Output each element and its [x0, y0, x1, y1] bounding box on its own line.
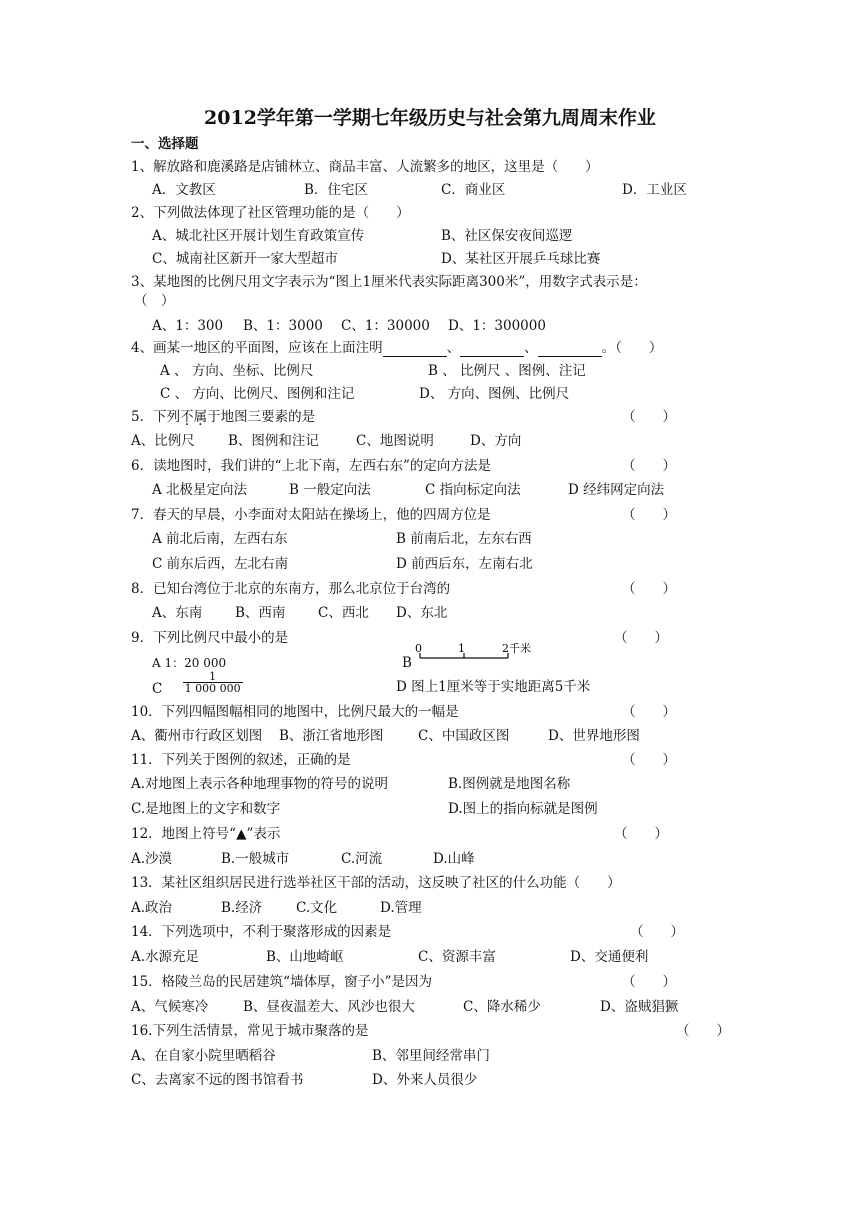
q4-sep-1: 、 — [446, 340, 461, 356]
q16-option-b: B、邻里间经常串门 — [372, 1048, 490, 1064]
q15-option-d: D、盗贼猖獗 — [600, 999, 679, 1015]
q9-fraction-denominator: 1 000 000 — [184, 682, 241, 695]
q6-option-c: C 指向标定向法 — [425, 482, 521, 498]
q2-stem: 2、下列做法体现了社区管理功能的是（ ） — [131, 205, 410, 221]
q1-stem: 1、解放路和鹿溪路是店铺林立、商品丰富、人流繁多的地区，这里是（ ） — [131, 159, 599, 175]
q5-option-b: B、图例和注记 — [228, 433, 319, 449]
q3-option-a: A、1：300 — [152, 318, 224, 334]
q3-option-d: D、1：300000 — [448, 318, 546, 334]
q2-option-a: A、城北社区开展计划生育政策宣传 — [152, 228, 365, 244]
q16-option-d: D、外来人员很少 — [372, 1072, 478, 1088]
q4-end: 。（ ） — [601, 340, 663, 356]
q12-option-d: D.山峰 — [433, 851, 475, 867]
q14-paren: （ ） — [630, 924, 684, 940]
q4-blank-3 — [538, 342, 602, 357]
q13-stem: 13．某社区组织居民进行选举社区干部的活动，这反映了社区的什么功能（ ） — [131, 875, 621, 891]
q6-paren: （ ） — [622, 458, 676, 474]
q8-option-a: A、东南 — [152, 605, 203, 621]
q12-option-c: C.河流 — [341, 851, 383, 867]
q9-fraction-numerator: 1 — [183, 671, 243, 683]
q5-option-d: D、方向 — [470, 433, 522, 449]
q4-stem — [131, 339, 662, 357]
q12-paren: （ ） — [614, 826, 668, 842]
q14-stem: 14．下列选项中，不利于聚落形成的因素是 — [131, 924, 392, 940]
q14-option-b: B、山地崎岖 — [266, 949, 344, 965]
q11-option-d: D.图上的指向标就是图例 — [448, 801, 598, 817]
q1-option-b: B．住宅区 — [304, 182, 368, 198]
q7-paren: （ ） — [622, 507, 676, 523]
q4-stem-text: 4、画某一地区的平面图，应该在上面注明 — [131, 340, 383, 356]
q5-stem-post: 于地图三要素的是 — [207, 409, 316, 425]
q4-option-c: C 、 方向、比例尺、图例和注记 — [160, 386, 355, 402]
q13-option-a: A.政治 — [131, 900, 173, 916]
q10-option-a: A、衢州市行政区划图 — [131, 728, 263, 744]
q14-option-c: C、资源丰富 — [418, 949, 496, 965]
q9-line-scale — [412, 640, 542, 666]
q9-paren: （ ） — [614, 630, 668, 646]
q9-stem: 9．下列比例尺中最小的是 — [131, 630, 289, 646]
q8-option-d: D、东北 — [396, 605, 448, 621]
q5-paren: （ ） — [622, 409, 676, 425]
q2-option-c: C、城南社区新开一家大型超市 — [152, 251, 338, 267]
q6-option-b: B 一般定向法 — [289, 482, 371, 498]
q10-option-c: C、中国政区图 — [418, 728, 510, 744]
q13-option-d: D.管理 — [380, 900, 422, 916]
q5-stem-pre: 5．下列 — [131, 409, 181, 425]
section-heading: 一、选择题 — [131, 136, 199, 152]
q2-option-d: D、某社区开展乒乓球比赛 — [441, 251, 601, 267]
q5-option-c: C、地图说明 — [356, 433, 434, 449]
q8-stem: 8．已知台湾位于北京的东南方，那么北京位于台湾的 — [131, 581, 451, 597]
q12-option-b: B.一般城市 — [221, 851, 290, 867]
q12-stem: 12．地图上符号“▲”表示 — [131, 826, 281, 842]
q15-option-a: A、气候寒冷 — [131, 999, 209, 1015]
q6-option-a: A 北极星定向法 — [152, 482, 248, 498]
scale-label-2: 2千米 — [502, 642, 531, 655]
q5-option-a: A、比例尺 — [131, 433, 195, 449]
q2-option-b: B、社区保安夜间巡逻 — [441, 228, 573, 244]
q5-emphasis-1: 不 — [180, 409, 194, 425]
q11-option-c: C.是地图上的文字和数字 — [131, 801, 281, 817]
q3-option-c: C、1：30000 — [341, 318, 430, 334]
q10-paren: （ ） — [622, 704, 676, 720]
q11-option-b: B.图例就是地图名称 — [448, 776, 571, 792]
q9-option-c-label: C — [152, 681, 163, 697]
q11-paren: （ ） — [622, 752, 676, 768]
q8-option-c: C、西北 — [318, 605, 369, 621]
q14-option-d: D、交通便利 — [570, 949, 649, 965]
q15-option-c: C、降水稀少 — [463, 999, 541, 1015]
q4-option-b: B 、 比例尺 、图例、注记 — [428, 363, 586, 379]
q7-option-c: C 前东后西，左北右南 — [152, 556, 289, 572]
q9-option-b-label: B — [402, 655, 412, 671]
q7-option-b: B 前南后北，左东右西 — [396, 531, 532, 547]
page-title: 2012学年第一学期七年级历史与社会第九周周末作业 — [204, 107, 656, 129]
q16-option-a: A、在自家小院里晒稻谷 — [131, 1048, 276, 1064]
q4-option-d: D、 方向、图例、比例尺 — [419, 386, 570, 402]
q11-option-a: A.对地图上表示各种地理事物的符号的说明 — [131, 776, 389, 792]
q8-paren: （ ） — [622, 581, 676, 597]
q3-paren: （ ） — [134, 293, 175, 309]
q3-stem: 3、某地图的比例尺用文字表示为“图上1厘米代表实际距离300米”，用数字式表示是： — [131, 274, 647, 290]
scale-label-1: 1 — [458, 642, 465, 655]
q4-option-a: A 、 方向、坐标、比例尺 — [160, 363, 314, 379]
q1-option-a: A．文教区 — [152, 182, 216, 198]
q4-blank-1 — [383, 342, 447, 357]
q3-option-b: B、1：3000 — [243, 318, 323, 334]
q16-paren: （ ） — [676, 1023, 730, 1039]
q7-stem: 7．春天的早晨，小李面对太阳站在操场上，他的四周方位是 — [131, 507, 491, 523]
q15-option-b: B、昼夜温差大、风沙也很大 — [243, 999, 415, 1015]
q6-stem: 6．读地图时，我们讲的“上北下南，左西右东”的定向方法是 — [131, 458, 491, 474]
q8-option-b: B、西南 — [235, 605, 286, 621]
q10-option-b: B、浙江省地形图 — [279, 728, 384, 744]
q7-option-d: D 前西后东，左南右北 — [396, 556, 533, 572]
q4-blank-2 — [460, 342, 524, 357]
q1-option-c: C．商业区 — [441, 182, 506, 198]
q13-option-c: C.文化 — [296, 900, 338, 916]
q5-stem — [131, 408, 315, 426]
q11-stem: 11．下列关于图例的叙述，正确的是 — [131, 752, 351, 768]
q1-option-d: D．工业区 — [622, 182, 687, 198]
q16-option-c: C、去离家不远的图书馆看书 — [131, 1072, 304, 1088]
q4-sep-2: 、 — [524, 340, 538, 356]
q7-option-a: A 前北后南，左西右东 — [152, 531, 288, 547]
q9-option-a: A 1：20 000 — [152, 656, 227, 670]
q5-emphasis-2: 属 — [193, 409, 208, 425]
q6-option-d: D 经纬网定向法 — [568, 482, 665, 498]
q14-option-a: A.水源充足 — [131, 949, 200, 965]
q12-option-a: A.沙漠 — [131, 851, 173, 867]
q15-paren: （ ） — [622, 974, 676, 990]
q15-stem: 15．格陵兰岛的民居建筑“墙体厚，窗子小”是因为 — [131, 974, 432, 990]
q9-fraction — [183, 671, 243, 694]
q16-stem: 16.下列生活情景，常见于城市聚落的是 — [131, 1023, 369, 1039]
scale-label-0: 0 — [415, 642, 422, 655]
q10-stem: 10．下列四幅图幅相同的地图中，比例尺最大的一幅是 — [131, 704, 459, 720]
q9-option-d: D 图上1厘米等于实地距离5千米 — [396, 679, 591, 695]
q9-option-c — [152, 670, 243, 701]
q13-option-b: B.经济 — [221, 900, 263, 916]
q10-option-d: D、世界地形图 — [548, 728, 640, 744]
